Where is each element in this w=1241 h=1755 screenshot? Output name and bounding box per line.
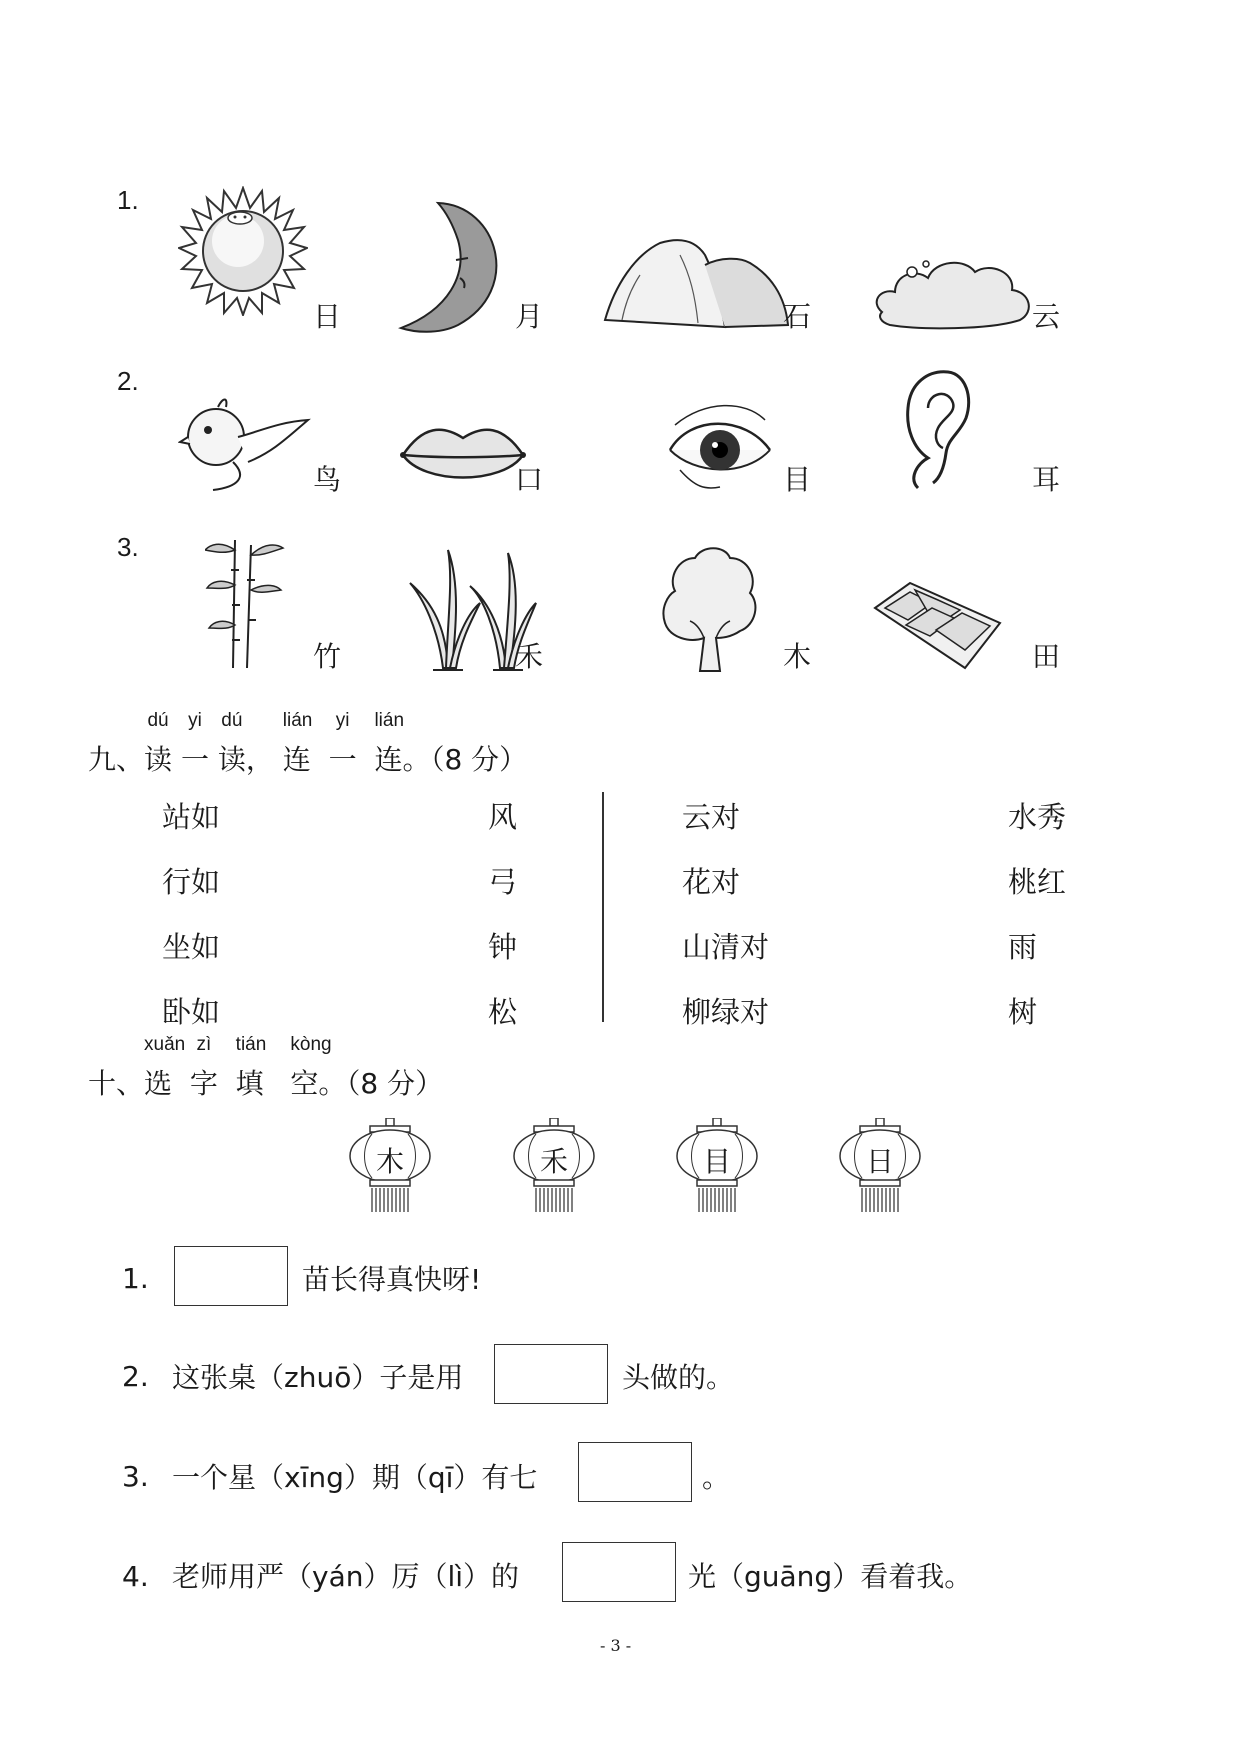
match-left-a[interactable]: 卧如: [162, 995, 221, 1029]
hanzi: 读: [217, 743, 246, 776]
heading-char: [282, 710, 313, 778]
match-right-a[interactable]: 柳绿对: [682, 995, 770, 1029]
sentence-4-after: 光（guāng）看着我。: [688, 1560, 973, 1593]
section9-suffix: 。（8 分）: [402, 743, 528, 776]
section9-prefix: 九、: [88, 743, 145, 776]
sentence-2-after: 头做的。: [622, 1361, 735, 1394]
mouth-icon: [398, 420, 528, 490]
sentence-3-before: 一个星（xīng）期（qī）有七: [172, 1461, 538, 1494]
comma: ，: [245, 743, 274, 776]
picture-char-ri: 日: [313, 300, 342, 333]
sentence-number-2: 2.: [122, 1360, 149, 1393]
pinyin: dú: [221, 710, 243, 731]
sentence-1-after: 苗长得真快呀!: [302, 1263, 482, 1296]
hanzi: 填: [235, 1067, 264, 1100]
pinyin: zì: [196, 1034, 212, 1055]
picture-char-yun: 云: [1032, 300, 1061, 333]
lantern-char: 木: [375, 1145, 404, 1178]
heading-char: [189, 1034, 218, 1102]
sentence-number-3: 3.: [122, 1460, 149, 1493]
match-left-a[interactable]: 站如: [162, 800, 221, 834]
lantern-option[interactable]: [512, 1118, 596, 1214]
row-number-3: 3.: [117, 532, 139, 562]
lantern-option[interactable]: [675, 1118, 759, 1214]
field-icon: [870, 578, 1005, 673]
bird-icon: [178, 392, 313, 492]
lantern-char: 禾: [539, 1145, 568, 1178]
sentence-number-1: 1.: [122, 1262, 149, 1295]
sentence-3-after: 。: [702, 1461, 731, 1494]
eye-icon: [665, 395, 775, 495]
section10-suffix: 。（8 分）: [318, 1067, 444, 1100]
match-left-b[interactable]: 弓: [488, 865, 518, 899]
section9-heading: [88, 710, 528, 778]
picture-char-mu-eye: 目: [783, 463, 812, 496]
ear-icon: [898, 368, 973, 493]
hanzi: 连: [374, 743, 403, 776]
picture-char-shi: 石: [783, 300, 812, 333]
heading-char: [374, 710, 405, 778]
lantern-char: 目: [702, 1145, 731, 1178]
hanzi: 字: [189, 1067, 218, 1100]
hanzi: 连: [282, 743, 311, 776]
match-left-b[interactable]: 风: [488, 800, 518, 834]
pinyin: lián: [374, 710, 405, 731]
picture-char-zhu: 竹: [313, 640, 342, 673]
match-right-b[interactable]: 桃红: [1008, 865, 1067, 899]
picture-char-he: 禾: [515, 640, 544, 673]
answer-box-3[interactable]: [578, 1442, 692, 1502]
page-number: - 3 -: [600, 1636, 632, 1655]
row-number-2: 2.: [117, 366, 139, 396]
column-divider: [602, 792, 604, 1022]
pinyin: dú: [147, 710, 169, 731]
match-left-a[interactable]: 行如: [162, 865, 221, 899]
heading-char: [144, 710, 173, 778]
match-left-a[interactable]: 坐如: [162, 930, 221, 964]
lantern-option[interactable]: [838, 1118, 922, 1214]
match-left-b[interactable]: 松: [488, 995, 518, 1029]
pinyin: xuǎn: [144, 1034, 186, 1055]
row-number-1: 1.: [117, 185, 139, 215]
pinyin: kòng: [290, 1034, 332, 1055]
tree-icon: [660, 543, 760, 673]
match-right-a[interactable]: 云对: [682, 800, 741, 834]
heading-char: [144, 1034, 186, 1102]
heading-char: [180, 710, 209, 778]
match-right-b[interactable]: 雨: [1008, 930, 1038, 964]
sentence-number-4: 4.: [122, 1560, 149, 1593]
picture-char-yue: 月: [515, 300, 544, 333]
section10-prefix: 十、: [88, 1067, 145, 1100]
match-right-a[interactable]: 山清对: [682, 930, 770, 964]
section10-heading: [88, 1034, 444, 1102]
match-right-a[interactable]: 花对: [682, 865, 741, 899]
answer-box-1[interactable]: [174, 1246, 288, 1306]
sentence-2-before: 这张桌（zhuō）子是用: [172, 1361, 464, 1394]
pinyin: tián: [235, 1034, 267, 1055]
bamboo-icon: [205, 530, 285, 670]
hanzi: 读: [144, 743, 173, 776]
pinyin: yi: [188, 710, 202, 731]
answer-box-4[interactable]: [562, 1542, 676, 1602]
hanzi: 一: [180, 743, 209, 776]
match-right-b[interactable]: 树: [1008, 995, 1038, 1029]
heading-char: [328, 710, 357, 778]
picture-char-niao: 鸟: [313, 463, 342, 496]
pinyin: yi: [335, 710, 350, 731]
match-left-b[interactable]: 钟: [488, 930, 518, 964]
lantern-option[interactable]: [348, 1118, 432, 1214]
hanzi: 一: [328, 743, 357, 776]
picture-char-er: 耳: [1032, 463, 1061, 496]
lantern-char: 日: [865, 1145, 894, 1178]
hanzi: 选: [144, 1067, 173, 1100]
answer-box-2[interactable]: [494, 1344, 608, 1404]
moon-icon: [398, 200, 513, 335]
match-right-b[interactable]: 水秀: [1008, 800, 1067, 834]
stone-icon: [600, 235, 790, 335]
hanzi: 空: [290, 1067, 319, 1100]
picture-char-kou: 口: [515, 463, 544, 496]
cloud-icon: [870, 250, 1035, 332]
sentence-4-before: 老师用严（yán）厉（lì）的: [172, 1560, 520, 1593]
heading-char: [290, 1034, 332, 1102]
pinyin: lián: [282, 710, 313, 731]
picture-char-tian: 田: [1032, 640, 1061, 673]
sun-icon: [178, 186, 308, 316]
heading-char: [235, 1034, 267, 1102]
picture-char-mu-tree: 木: [783, 640, 812, 673]
heading-char: [217, 710, 246, 778]
